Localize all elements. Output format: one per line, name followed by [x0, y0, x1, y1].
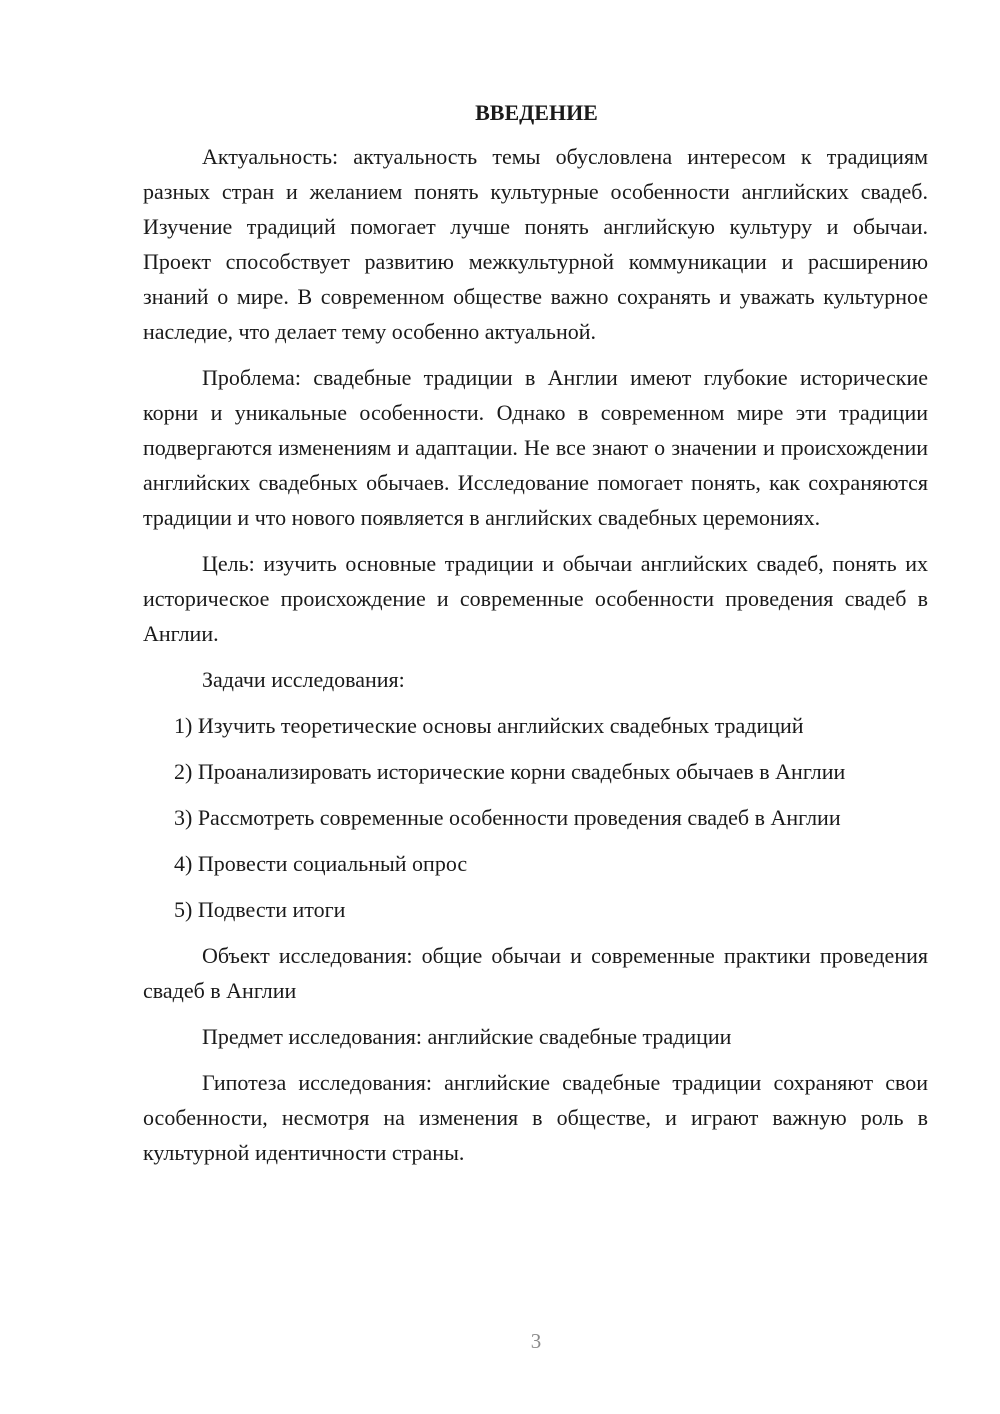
list-item: 5) Подвести итоги	[174, 897, 346, 922]
document-page	[143, 95, 928, 1181]
list-item: 1) Изучить теоретические основы английских свадебных традиций	[174, 713, 804, 738]
tasks-list	[143, 708, 928, 927]
paragraph-actuality: Актуальность: актуальность темы обусловлена интересом к традициям разных стран и желанием понять культурные особенности английских свадеб. Изучение традиций помогает лучше понять английскую культуру и обычаи. Проект способствует развитию межкультурной коммуникации и расширению знаний о мире. В современном обществе важно сохранять и уважать культурное наследие, что делает тему особенно актуальной.	[143, 144, 928, 344]
list-item: 2) Проанализировать исторические корни свадебных обычаев в Англии	[174, 759, 846, 784]
paragraph-problem: Проблема: свадебные традиции в Англии имеют глубокие исторические корни и уникальные особенности. Однако в современном мире эти традиции подвергаются изменениям и адаптации. Не все знают о значении и происхождении английских свадебных обычаев. Исследование помогает понять, как сохраняются традиции и что нового появляется в английских свадебных церемониях.	[143, 365, 928, 530]
list-item: 3) Рассмотреть современные особенности проведения свадеб в Англии	[174, 805, 841, 830]
tasks-heading: Задачи исследования:	[202, 667, 405, 692]
paragraph-object: Объект исследования: общие обычаи и современные практики проведения свадеб в Англии	[143, 943, 928, 1003]
page-number: 3	[530, 1329, 542, 1353]
paragraph-goal: Цель: изучить основные традиции и обычаи английских свадеб, понять их историческое происхождение и современные особенности проведения свадеб в Англии.	[143, 551, 928, 646]
paragraph-hypothesis: Гипотеза исследования: английские свадебные традиции сохраняют свои особенности, несмотря на изменения в обществе, и играют важную роль в культурной идентичности страны.	[143, 1070, 928, 1165]
list-item: 4) Провести социальный опрос	[174, 851, 468, 876]
section-title: ВВЕДЕНИЕ	[475, 100, 598, 125]
paragraph-subject: Предмет исследования: английские свадебные традиции	[202, 1024, 732, 1049]
